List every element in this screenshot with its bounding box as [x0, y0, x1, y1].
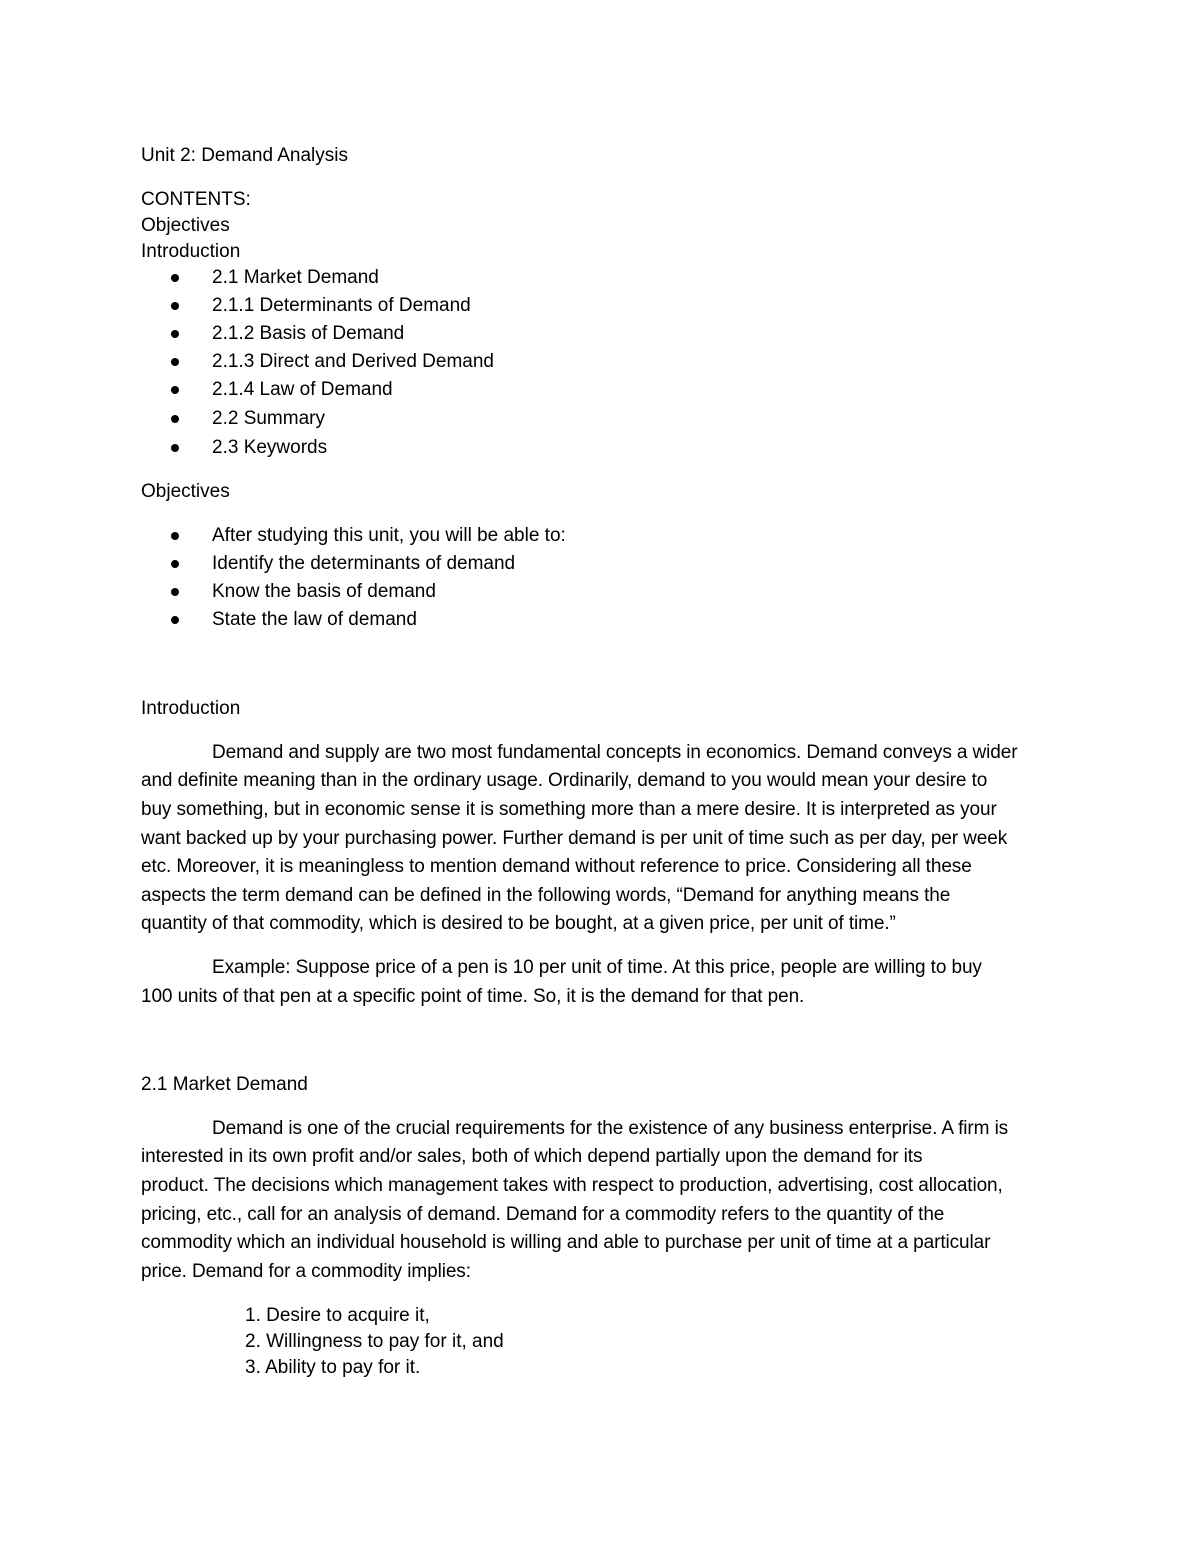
bullet-icon: [171, 376, 179, 394]
introduction-line: aspects the term demand can be defined in the following words, “Demand for anything means the: [141, 885, 951, 906]
bullet-icon: [171, 320, 179, 338]
bullet-icon: [171, 292, 179, 310]
objective-item: After studying this unit, you will be able to:: [212, 525, 566, 546]
introduction-line: buy something, but in economic sense it is something more than a mere desire. It is interpreted as your: [141, 799, 997, 820]
implies-item: 3. Ability to pay for it.: [245, 1357, 421, 1378]
objective-item: Identify the determinants of demand: [212, 553, 516, 574]
contents-item: 2.1.3 Direct and Derived Demand: [212, 351, 494, 372]
contents-label: CONTENTS:: [141, 189, 251, 210]
bullet-icon: [171, 606, 179, 624]
contents-item: 2.1.2 Basis of Demand: [212, 323, 405, 344]
market-demand-line: interested in its own profit and/or sales, both of which depend partially upon the demand for its: [141, 1146, 923, 1167]
contents-line: Objectives: [141, 215, 230, 236]
implies-item: 2. Willingness to pay for it, and: [245, 1331, 504, 1352]
introduction-line: quantity of that commodity, which is desired to be bought, at a given price, per unit of time.”: [141, 913, 896, 934]
introduction-line: Demand and supply are two most fundamental concepts in economics. Demand conveys a wider: [212, 742, 1018, 763]
bullet-icon: [171, 522, 179, 540]
bullet-icon: [171, 405, 179, 423]
contents-item: 2.1.4 Law of Demand: [212, 379, 393, 400]
contents-line: Introduction: [141, 241, 241, 262]
implies-item: 1. Desire to acquire it,: [245, 1305, 430, 1326]
market-demand-line: commodity which an individual household is willing and able to purchase per unit of time at a particular: [141, 1232, 991, 1253]
contents-item: 2.1.1 Determinants of Demand: [212, 295, 471, 316]
introduction-line: etc. Moreover, it is meaningless to mention demand without reference to price. Considering all these: [141, 856, 972, 877]
example-line: 100 units of that pen at a specific point of time. So, it is the demand for that pen.: [141, 986, 805, 1007]
market-demand-line: price. Demand for a commodity implies:: [141, 1261, 471, 1282]
bullet-icon: [171, 578, 179, 596]
market-demand-heading: 2.1 Market Demand: [141, 1074, 308, 1095]
bullet-icon: [171, 550, 179, 568]
contents-item: 2.1 Market Demand: [212, 267, 379, 288]
market-demand-line: product. The decisions which management takes with respect to production, advertising, cost allocation,: [141, 1175, 1003, 1196]
contents-item: 2.2 Summary: [212, 408, 325, 429]
document-title: Unit 2: Demand Analysis: [141, 145, 348, 166]
introduction-line: and definite meaning than in the ordinary usage. Ordinarily, demand to you would mean your desire to: [141, 770, 988, 791]
market-demand-line: Demand is one of the crucial requirements for the existence of any business enterprise. A firm is: [212, 1118, 1009, 1139]
introduction-line: want backed up by your purchasing power. Further demand is per unit of time such as per day, per week: [141, 828, 1008, 849]
market-demand-line: pricing, etc., call for an analysis of demand. Demand for a commodity refers to the quantity of the: [141, 1204, 945, 1225]
contents-item: 2.3 Keywords: [212, 437, 328, 458]
bullet-icon: [171, 434, 179, 452]
objective-item: State the law of demand: [212, 609, 417, 630]
bullet-icon: [171, 348, 179, 366]
example-line: Example: Suppose price of a pen is 10 per unit of time. At this price, people are willing to buy: [212, 957, 982, 978]
objective-item: Know the basis of demand: [212, 581, 436, 602]
introduction-heading: Introduction: [141, 698, 241, 719]
objectives-heading: Objectives: [141, 481, 230, 502]
bullet-icon: [171, 264, 179, 282]
